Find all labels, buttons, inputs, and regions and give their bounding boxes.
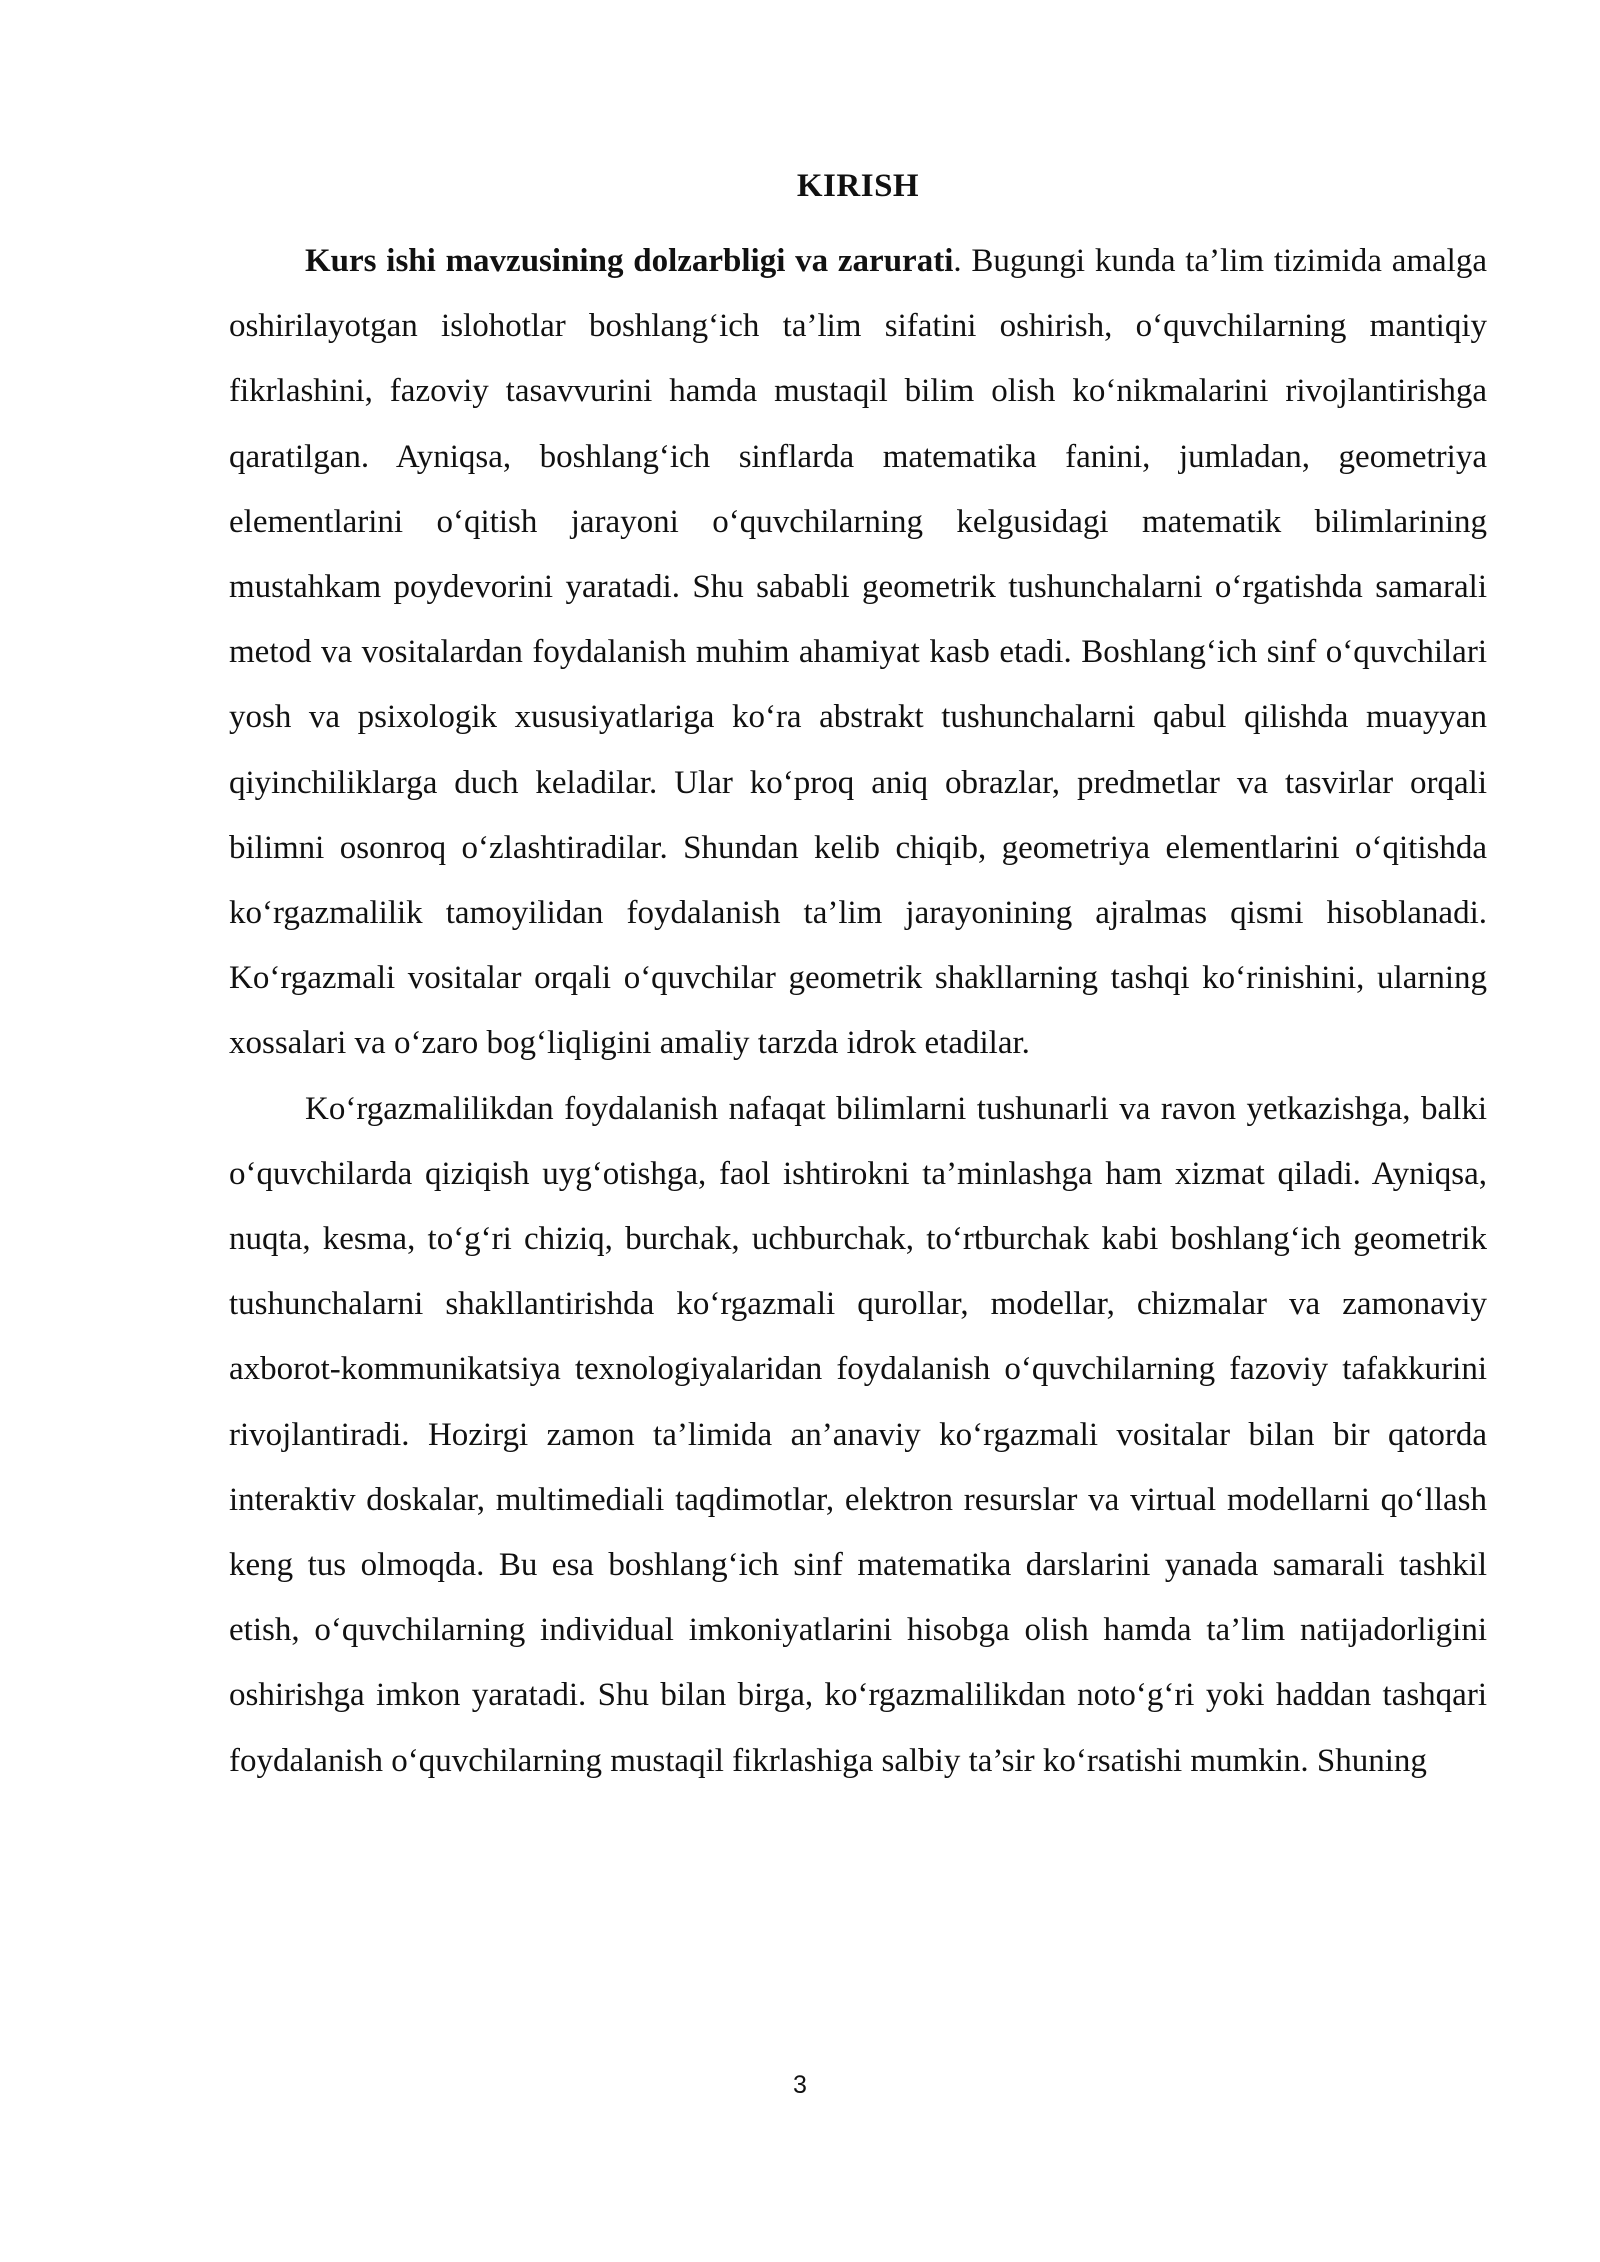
paragraph-2-text: Ko‘rgazmalilikdan foydalanish nafaqat bilimlarni tushunarli va ravon yetkazishga, balki o‘quvchilarda qiziqish uyg‘otishga, faol ishtirokni ta’minlashga ham xizmat qiladi. Ayniqsa, nuqta, kesma, to‘g‘ri chiziq, burchak, uchburchak, to‘rtburchak kabi boshlang‘ich geometrik tushunchalarni shakllantirishda ko‘rgazmali qurollar, modellar, chizmalar va zamonaviy axborot-kommunikatsiya texnologiyalaridan foydalanish o‘quvchilarning fazoviy tafakkurini rivojlantiradi. Hozirgi zamon ta’limida an’anaviy ko‘rgazmali vositalar bilan bir qatorda interaktiv doskalar, multimediali taqdimotlar, elektron resurslar va virtual modellarni qo‘llash keng tus olmoqda. Bu esa boshlang‘ich sinf matematika darslarini yanada samarali tashkil etish, o‘quvchilarning individual imkoniyatlarini hisobga olish hamda ta’lim natijadorligini oshirishga imkon yaratadi. Shu bilan birga, ko‘rgazmalilikdan noto‘g‘ri yoki haddan tashqari foydalanish o‘quvchilarning mustaqil fikrlashiga salbiy ta’sir ko‘rsatishi mumkin. Shuning bbox=[229, 1090, 1487, 1779]
paragraph-1 bbox=[229, 229, 1487, 1077]
paragraph-lead-heading: Kurs ishi mavzusining dolzarbligi va zarurati bbox=[305, 243, 954, 279]
page-number: 3 bbox=[793, 2071, 807, 2099]
page-content bbox=[229, 164, 1487, 1794]
section-title: KIRISH bbox=[796, 168, 920, 204]
paragraph-1-text: . Bugungi kunda ta’lim tizimida amalga oshirilayotgan islohotlar boshlang‘ich ta’lim sifatini oshirish, o‘quvchilarning mantiqiy fikrlashini, fazoviy tasavvurini hamda mustaqil bilim olish ko‘nikmalarini rivojlantirishga qaratilgan. Ayniqsa, boshlang‘ich sinflarda matematika fanini, jumladan, geometriya elementlarini o‘qitish jarayoni o‘quvchilarning kelgusidagi matematik bilimlarining mustahkam poydevorini yaratadi. Shu sababli geometrik tushunchalarni o‘rgatishda samarali metod va vositalardan foydalanish muhim ahamiyat kasb etadi. Boshlang‘ich sinf o‘quvchilari yosh va psixologik xususiyatlariga ko‘ra abstrakt tushunchalarni qabul qilishda muayyan qiyinchiliklarga duch keladilar. Ular ko‘proq aniq obrazlar, predmetlar va tasvirlar orqali bilimni osonroq o‘zlashtiradilar. Shundan kelib chiqib, geometriya elementlarini o‘qitishda ko‘rgazmalilik tamoyilidan foydalanish ta’lim jarayonining ajralmas qismi hisoblanadi. Ko‘rgazmali vositalar orqali o‘quvchilar geometrik shakllarning tashqi ko‘rinishini, ularning xossalari va o‘zaro bog‘liqligini amaliy tarzda idrok etadilar. bbox=[229, 243, 1487, 1062]
paragraph-2 bbox=[229, 1077, 1487, 1794]
